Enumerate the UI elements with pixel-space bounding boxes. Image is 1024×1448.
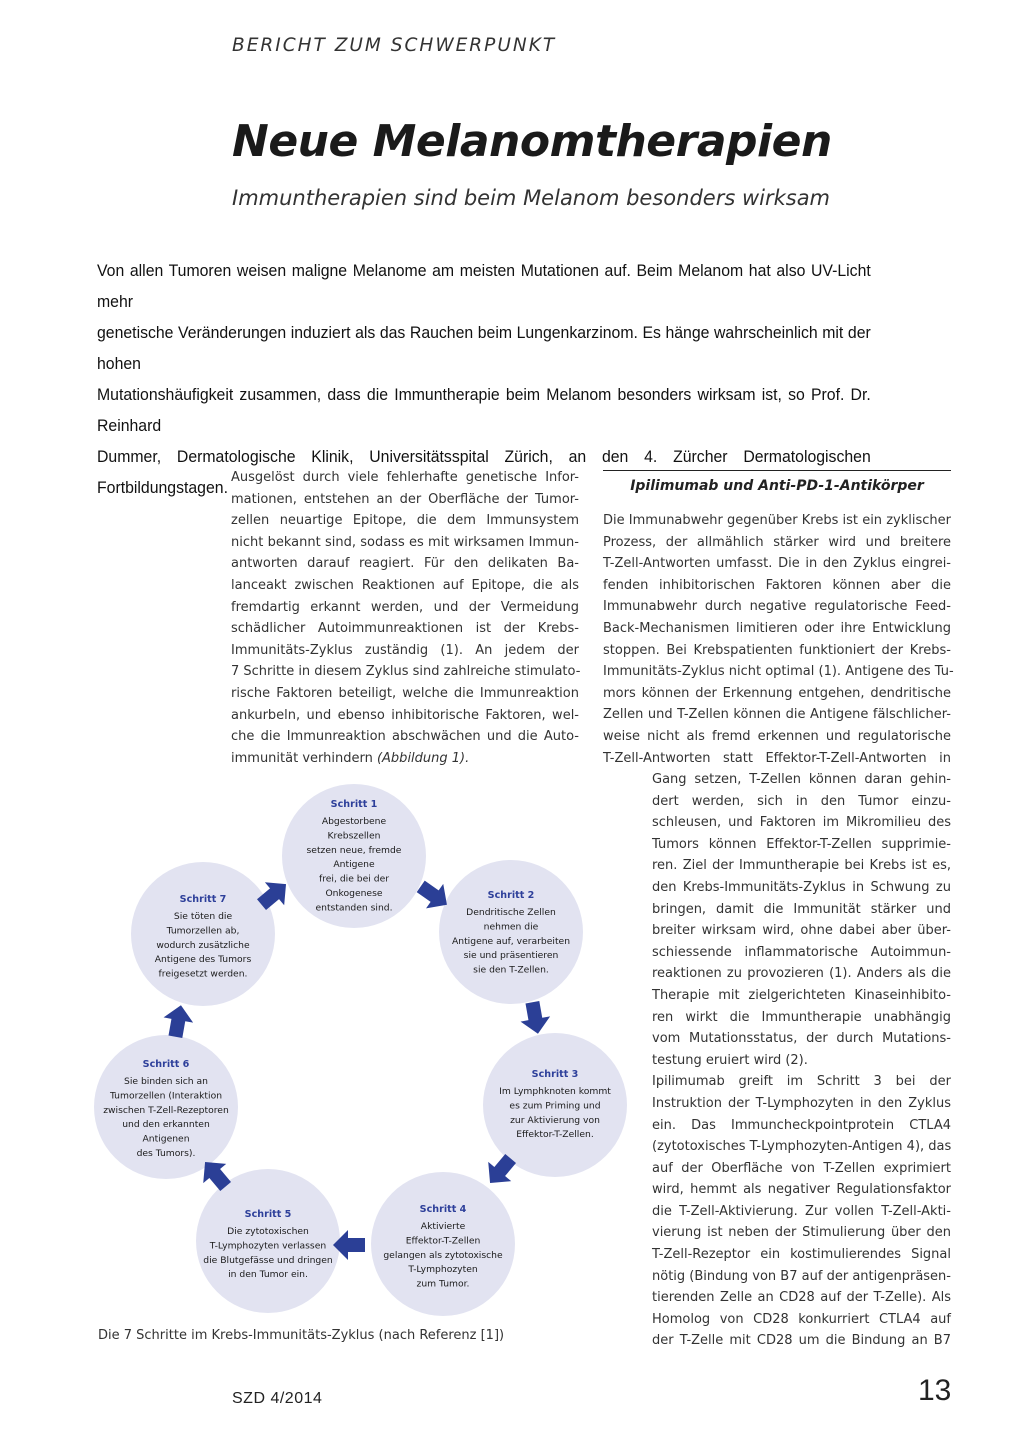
body-line: schleusen, und Faktoren im Mikromilieu des bbox=[652, 815, 951, 831]
body-line: rische Faktoren beteiligt, welche die Immunreaktion bbox=[231, 685, 579, 701]
body-line: fremdartig erkannt werden, und der Vermeidung bbox=[231, 599, 579, 615]
lead-line: Von allen Tumoren weisen maligne Melanome am meisten Mutationen auf. Beim Melanom hat also UV-Licht mehr bbox=[97, 261, 871, 311]
body-line: reaktionen zu provozieren (1). Anders als die bbox=[652, 966, 951, 982]
cycle-step-2-text: Antigene auf, verarbeiten bbox=[451, 935, 571, 947]
body-line: Gang setzen, T-Zellen können daran gehin- bbox=[652, 772, 951, 787]
cycle-step-7-title: Schritt 7 bbox=[179, 894, 227, 905]
cycle-step-6-text: Sie binden sich an bbox=[124, 1076, 208, 1087]
body-line: Back-Mechanismen limitieren oder ihre Entwicklung bbox=[603, 620, 951, 636]
body-line: Die Immunabwehr gegenüber Krebs ist ein zyklischer bbox=[603, 513, 951, 528]
body-line: nicht bekannt sind, sodass es mit wirksamen Immun- bbox=[231, 534, 579, 550]
body-line: lanceakt zwischen Reaktionen auf Epitope, die als bbox=[231, 577, 579, 593]
body-line: che die Immunreaktion abschwächen und die Auto- bbox=[231, 729, 579, 745]
cycle-step-7-text: Antigene des Tumors bbox=[154, 954, 252, 966]
cycle-step-1-text: setzen neue, fremde bbox=[306, 844, 402, 856]
cycle-step-6-text: Antigenen bbox=[142, 1133, 190, 1145]
cycle-step-2-text: Dendritische Zellen bbox=[466, 907, 556, 918]
body-line: nötig (Bindung von B7 auf der antigenpräsen- bbox=[652, 1268, 951, 1284]
cycle-step-1-text: Abgestorbene bbox=[321, 816, 387, 827]
body-line: wird, hemmt als negativer Regulationsfaktor bbox=[652, 1182, 951, 1198]
cycle-arrow-icon bbox=[518, 1000, 553, 1037]
cycle-step-7-text: freigesetzt werden. bbox=[158, 968, 248, 980]
body-line: antworten darauf reagiert. Für den delikaten Ba- bbox=[231, 556, 579, 572]
body-line: bringen, damit die Immunität stärker und bbox=[652, 901, 951, 917]
body-line: T-Zell-Rezeptor ein kostimulierendes Signal bbox=[652, 1247, 951, 1263]
cycle-step-6-text: Tumorzellen (Interaktion bbox=[109, 1090, 223, 1102]
cycle-step-1-text: Antigene bbox=[333, 859, 375, 871]
cycle-step-6-text: zwischen T-Zell-Rezeptoren bbox=[103, 1104, 229, 1116]
body-line: weise nicht als fremd erkennen und regulatorische bbox=[603, 728, 951, 744]
cycle-step-1-text: Onkogenese bbox=[325, 888, 383, 899]
cycle-step-3-text: es zum Priming und bbox=[509, 1100, 601, 1112]
cycle-step-2-text: nehmen die bbox=[483, 921, 539, 933]
body-text: immunität verhindern bbox=[231, 750, 377, 766]
body-line: Homolog von CD28 konkurriert CTLA4 auf bbox=[652, 1311, 951, 1327]
cycle-step-3-text: Im Lymphknoten kommt bbox=[499, 1086, 611, 1097]
cycle-step-4-text: gelangen als zytotoxische bbox=[383, 1249, 503, 1261]
body-line: schiessende inflammatorische Autoimmun- bbox=[652, 944, 951, 960]
cycle-step-2-title: Schritt 2 bbox=[487, 890, 535, 901]
body-line: ein. Das Immuncheckpointprotein CTLA4 bbox=[652, 1117, 951, 1133]
body-line: ren wirkt die Immuntherapie unabhängig bbox=[652, 1009, 951, 1025]
page-number: 13 bbox=[918, 1374, 952, 1407]
body-line: Zellen und T-Zellen können die Antigene fälschlicher- bbox=[603, 707, 951, 723]
body-line: 7 Schritte in diesem Zyklus sind zahlreiche stimulato- bbox=[231, 664, 581, 680]
body-line: vom Mutationsstatus, der durch Mutations- bbox=[652, 1031, 951, 1047]
journal-issue: SZD 4/2014 bbox=[232, 1390, 323, 1407]
lead-line: Mutationshäufigkeit zusammen, dass die Immuntherapie beim Melanom besonders wirksam ist, so Prof. Dr. Reinhard bbox=[97, 385, 871, 435]
cycle-step-2-text: sie und präsentieren bbox=[463, 950, 559, 962]
section-kicker: BERICHT ZUM SCHWERPUNKT bbox=[232, 35, 557, 56]
lead-line: Dummer, Dermatologische Klinik, Universitätsspital Zürich, an den 4. Zürcher Dermatologischen Fortbildungstagen. bbox=[97, 447, 871, 497]
body-line: ren. Ziel der Immuntherapie bei Krebs ist es, bbox=[652, 858, 951, 874]
body-line: Instruktion der T-Lymphozyten in den Zyklus bbox=[652, 1095, 951, 1111]
cycle-step-7-text: Sie töten die bbox=[173, 911, 233, 922]
cycle-step-3-text: zur Aktivierung von bbox=[510, 1114, 600, 1126]
cycle-step-4-text: Aktivierte bbox=[420, 1221, 466, 1232]
lead-line: genetische Veränderungen induziert als das Rauchen beim Lungenkarzinom. Es hänge wahrscheinlich mit der hohen bbox=[97, 323, 871, 373]
cycle-step-4-text: Effektor-T-Zellen bbox=[405, 1235, 481, 1247]
body-line: zellen neuartige Epitope, die dem Immunsystem bbox=[231, 513, 579, 529]
cycle-step-5-text: T-Lymphozyten verlassen bbox=[209, 1240, 327, 1252]
body-line: dert werden, sich in den Tumor einzu- bbox=[652, 793, 951, 809]
body-line: Tumors können Effektor-T-Zellen supprimie- bbox=[652, 836, 951, 852]
cycle-step-5-text: in den Tumor ein. bbox=[228, 1269, 308, 1281]
body-line: Immunitäts-Zyklus nicht optimal (1). Antigene des Tu- bbox=[603, 664, 954, 680]
cycle-step-2-text: sie den T-Zellen. bbox=[473, 964, 549, 976]
cycle-step-6-text: und den erkannten bbox=[122, 1119, 210, 1131]
cycle-step-5-title: Schritt 5 bbox=[244, 1209, 292, 1220]
body-line: den Krebs-Immunitäts-Zyklus in Schwung zu bbox=[652, 879, 951, 895]
body-line: auf der Oberfläche von T-Zellen exprimiert bbox=[652, 1160, 951, 1176]
body-line: T-Zell-Antworten umfasst. Die in den Zyklus eingrei- bbox=[603, 556, 951, 572]
body-line: mationen, entstehen an der Oberfläche der Tumor- bbox=[231, 491, 579, 507]
body-line: T-Zell-Antworten statt Effektor-T-Zell-Antworten in bbox=[603, 750, 951, 766]
cycle-step-4-text: T-Lymphozyten bbox=[408, 1264, 478, 1276]
cycle-step-6-title: Schritt 6 bbox=[142, 1059, 190, 1070]
cycle-step-4-title: Schritt 4 bbox=[419, 1204, 467, 1215]
cycle-step-3-text: Effektor-T-Zellen. bbox=[516, 1129, 594, 1141]
body-line: Ausgelöst durch viele fehlerhafte genetische Infor- bbox=[231, 470, 579, 485]
cycle-step-1-title: Schritt 1 bbox=[330, 799, 378, 810]
article-subtitle: Immuntherapien sind beim Melanom besonders wirksam bbox=[232, 186, 831, 210]
body-line: Immunabwehr durch negative regulatorische Feed- bbox=[603, 599, 951, 615]
cycle-step-1-text: frei, die bei der bbox=[318, 873, 390, 885]
body-line: Therapie mit zielgerichteten Kinaseinhibito- bbox=[652, 987, 951, 1003]
body-line: fenden inhibitorischen Faktoren können aber die bbox=[603, 577, 951, 593]
body-line: breiter wirksam wird, ohne dabei aber über- bbox=[652, 923, 951, 939]
body-line: schädlicher Autoimmunreaktionen ist der Krebs- bbox=[231, 621, 579, 637]
figure-reference: (Abbildung 1). bbox=[376, 750, 470, 766]
article-title: Neue Melanomtherapien bbox=[232, 116, 832, 167]
cycle-step-4-text: zum Tumor. bbox=[416, 1278, 470, 1290]
cycle-step-6-text: des Tumors). bbox=[136, 1148, 196, 1159]
cycle-step-1-text: Krebszellen bbox=[327, 830, 381, 842]
cycle-step-7-text: Tumorzellen ab, bbox=[166, 925, 240, 937]
body-line: ankurbeln, und ebenso inhibitorische Faktoren, wel- bbox=[231, 707, 579, 723]
body-line: testung eruiert wird (2). bbox=[652, 1052, 808, 1068]
body-line: die T-Zell-Aktivierung. Zur vollen T-Zell-Akti- bbox=[652, 1203, 951, 1219]
body-line: der T-Zelle mit CD28 um die Bindung an B7 bbox=[652, 1333, 951, 1349]
cycle-step-5-text: Die zytotoxischen bbox=[227, 1226, 309, 1237]
body-line: (zytotoxisches T-Lymphozyten-Antigen 4), das bbox=[652, 1139, 952, 1155]
body-line: Ipilimumab greift im Schritt 3 bei der bbox=[652, 1074, 951, 1090]
cycle-step-1-text: entstanden sind. bbox=[315, 902, 393, 914]
cycle-step-7-text: wodurch zusätzliche bbox=[156, 939, 250, 951]
body-line: vierung ist neben der Stimulierung über den bbox=[652, 1225, 951, 1241]
figure-caption: Die 7 Schritte im Krebs-Immunitäts-Zyklus (nach Referenz [1]) bbox=[98, 1328, 505, 1343]
body-line: Prozess, der allmählich stärker wird und breitere bbox=[603, 534, 951, 550]
body-line: tierenden Zelle an CD28 auf der T-Zelle). Als bbox=[652, 1290, 951, 1306]
cycle-step-3-title: Schritt 3 bbox=[531, 1069, 579, 1080]
cycle-arrow-icon bbox=[161, 1003, 196, 1040]
body-line: Immunitäts-Zyklus zuständig (1). An jedem der bbox=[231, 642, 579, 658]
body-line: stoppen. Bei Krebspatienten funktioniert der Krebs- bbox=[603, 642, 951, 658]
cycle-step-5-text: die Blutgefässe und dringen bbox=[203, 1254, 333, 1266]
section-heading: Ipilimumab und Anti-PD-1-Antikörper bbox=[630, 478, 924, 494]
body-line: mors können der Erkennung entgehen, dendritische bbox=[603, 685, 951, 701]
